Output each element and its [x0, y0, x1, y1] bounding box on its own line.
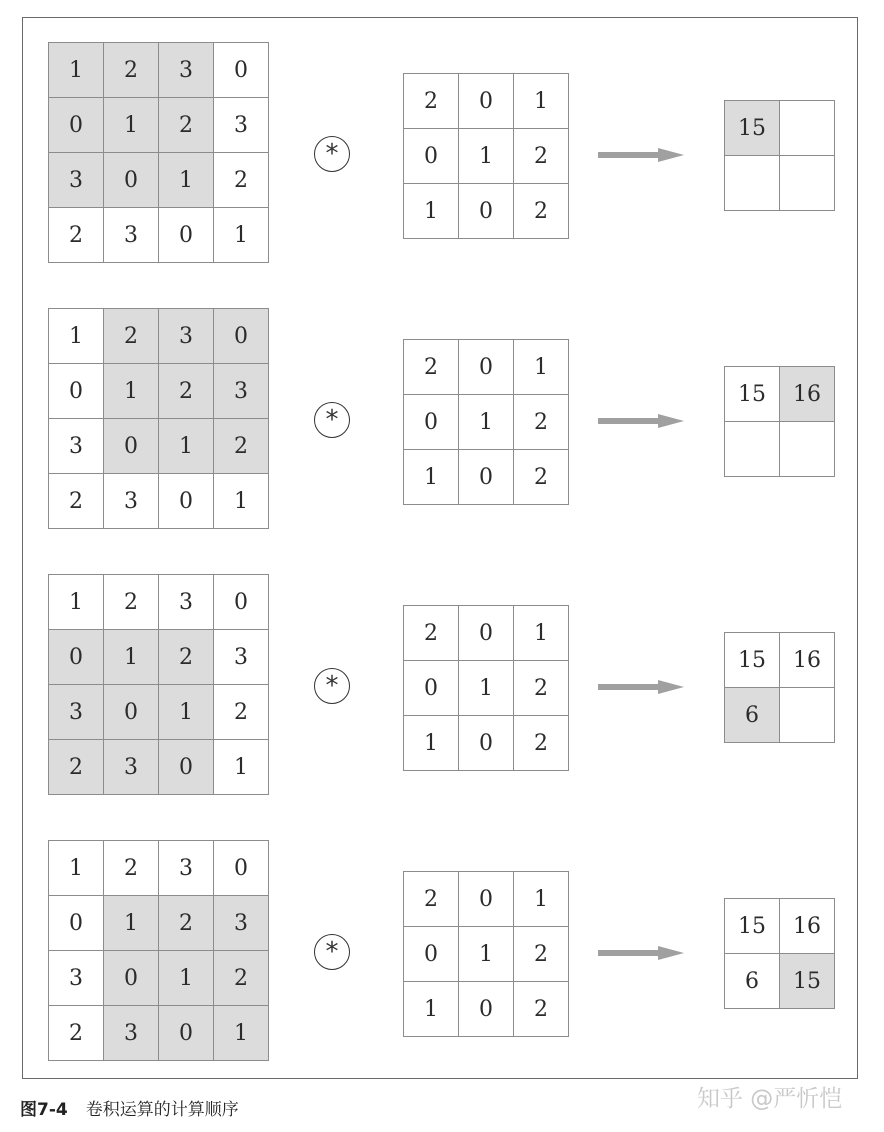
output-cell [780, 156, 835, 211]
input-cell: 2 [214, 153, 269, 208]
input-cell: 3 [49, 153, 104, 208]
output-cell: 15 [725, 633, 780, 688]
input-cell: 1 [49, 841, 104, 896]
output-cell: 6 [725, 688, 780, 743]
input-cell: 0 [49, 364, 104, 419]
kernel-cell: 0 [459, 872, 514, 927]
input-matrix-row [49, 575, 269, 630]
input-cell: 2 [214, 419, 269, 474]
input-matrix [48, 308, 269, 529]
input-cell: 0 [104, 951, 159, 1006]
kernel-matrix-row [404, 716, 569, 771]
right-arrow-icon [598, 679, 686, 695]
input-cell: 1 [104, 364, 159, 419]
kernel-matrix-row [404, 872, 569, 927]
output-cell [780, 101, 835, 156]
output-cell: 16 [780, 899, 835, 954]
input-cell: 1 [214, 1006, 269, 1061]
output-matrix-row [725, 954, 835, 1009]
input-matrix [48, 42, 269, 263]
output-cell: 15 [725, 367, 780, 422]
kernel-cell: 2 [514, 982, 569, 1037]
kernel-cell: 1 [514, 606, 569, 661]
input-cell: 0 [214, 309, 269, 364]
input-cell: 3 [214, 896, 269, 951]
kernel-cell: 0 [404, 395, 459, 450]
input-cell: 0 [159, 740, 214, 795]
input-cell: 0 [104, 419, 159, 474]
input-cell: 1 [159, 951, 214, 1006]
input-cell: 3 [104, 208, 159, 263]
input-cell: 0 [214, 841, 269, 896]
input-cell: 3 [49, 419, 104, 474]
right-arrow-icon [598, 147, 686, 163]
input-cell: 0 [49, 98, 104, 153]
kernel-cell: 0 [459, 716, 514, 771]
output-cell [780, 688, 835, 743]
input-cell: 2 [159, 630, 214, 685]
input-matrix-row [49, 474, 269, 529]
input-cell: 1 [104, 98, 159, 153]
input-cell: 2 [104, 43, 159, 98]
kernel-cell: 0 [404, 129, 459, 184]
right-arrow-icon [598, 945, 686, 961]
kernel-matrix-row [404, 129, 569, 184]
input-cell: 3 [214, 630, 269, 685]
convolution-operator-icon: * [314, 668, 350, 704]
output-matrix [724, 366, 835, 477]
output-matrix-row [725, 899, 835, 954]
output-matrix-row [725, 156, 835, 211]
kernel-matrix [403, 605, 569, 771]
input-cell: 1 [49, 43, 104, 98]
input-matrix-row [49, 630, 269, 685]
right-arrow-icon [598, 413, 686, 429]
input-cell: 3 [159, 309, 214, 364]
input-cell: 3 [104, 1006, 159, 1061]
kernel-cell: 0 [404, 927, 459, 982]
kernel-matrix-row [404, 340, 569, 395]
kernel-matrix-row [404, 927, 569, 982]
input-cell: 2 [159, 896, 214, 951]
input-cell: 1 [159, 419, 214, 474]
output-cell: 16 [780, 367, 835, 422]
input-cell: 3 [104, 740, 159, 795]
kernel-cell: 2 [404, 606, 459, 661]
input-cell: 3 [159, 43, 214, 98]
input-matrix-row [49, 1006, 269, 1061]
kernel-cell: 1 [514, 340, 569, 395]
kernel-matrix-row [404, 184, 569, 239]
input-matrix-row [49, 685, 269, 740]
input-cell: 2 [104, 575, 159, 630]
input-cell: 2 [49, 740, 104, 795]
output-cell [725, 422, 780, 477]
kernel-cell: 0 [459, 982, 514, 1037]
input-cell: 1 [49, 309, 104, 364]
kernel-matrix [403, 339, 569, 505]
kernel-cell: 0 [459, 450, 514, 505]
output-matrix-row [725, 101, 835, 156]
kernel-cell: 1 [404, 716, 459, 771]
kernel-cell: 0 [404, 661, 459, 716]
input-matrix-row [49, 208, 269, 263]
kernel-cell: 2 [514, 129, 569, 184]
input-cell: 2 [159, 98, 214, 153]
kernel-cell: 1 [459, 927, 514, 982]
kernel-cell: 1 [514, 872, 569, 927]
output-matrix-row [725, 422, 835, 477]
input-cell: 2 [49, 474, 104, 529]
input-cell: 0 [159, 474, 214, 529]
input-matrix-row [49, 309, 269, 364]
input-matrix-row [49, 98, 269, 153]
kernel-matrix [403, 73, 569, 239]
kernel-matrix-row [404, 661, 569, 716]
input-cell: 3 [49, 685, 104, 740]
input-cell: 3 [49, 951, 104, 1006]
input-cell: 3 [159, 841, 214, 896]
input-cell: 0 [159, 1006, 214, 1061]
caption-text: 卷积运算的计算顺序 [85, 1100, 239, 1120]
convolution-operator-icon: * [314, 402, 350, 438]
kernel-cell: 1 [404, 450, 459, 505]
input-matrix-row [49, 740, 269, 795]
input-matrix-row [49, 419, 269, 474]
input-cell: 1 [104, 630, 159, 685]
input-cell: 0 [104, 685, 159, 740]
kernel-cell: 2 [514, 716, 569, 771]
input-cell: 2 [49, 1006, 104, 1061]
output-cell: 15 [725, 899, 780, 954]
input-cell: 2 [104, 309, 159, 364]
kernel-matrix-row [404, 450, 569, 505]
input-cell: 1 [214, 740, 269, 795]
input-cell: 1 [214, 208, 269, 263]
caption-number: 图7-4 [20, 1100, 68, 1120]
kernel-cell: 2 [514, 395, 569, 450]
output-matrix [724, 898, 835, 1009]
watermark: 知乎 @严忻恺 [697, 1086, 843, 1112]
convolution-operator-icon: * [314, 136, 350, 172]
input-matrix-row [49, 841, 269, 896]
output-matrix-row [725, 633, 835, 688]
kernel-cell: 2 [404, 340, 459, 395]
output-cell: 15 [725, 101, 780, 156]
output-matrix-row [725, 688, 835, 743]
output-matrix [724, 100, 835, 211]
input-cell: 1 [49, 575, 104, 630]
kernel-matrix-row [404, 74, 569, 129]
input-cell: 1 [104, 896, 159, 951]
kernel-cell: 2 [514, 184, 569, 239]
input-cell: 0 [49, 896, 104, 951]
input-matrix-row [49, 364, 269, 419]
input-cell: 0 [104, 153, 159, 208]
kernel-cell: 2 [514, 927, 569, 982]
output-cell: 6 [725, 954, 780, 1009]
kernel-cell: 0 [459, 74, 514, 129]
kernel-cell: 0 [459, 340, 514, 395]
input-cell: 2 [104, 841, 159, 896]
input-matrix [48, 574, 269, 795]
output-cell [725, 156, 780, 211]
input-matrix-row [49, 951, 269, 1006]
input-cell: 3 [159, 575, 214, 630]
kernel-cell: 2 [404, 74, 459, 129]
kernel-matrix-row [404, 606, 569, 661]
input-cell: 0 [214, 575, 269, 630]
input-cell: 0 [159, 208, 214, 263]
kernel-cell: 0 [459, 184, 514, 239]
input-cell: 1 [159, 685, 214, 740]
kernel-cell: 1 [404, 982, 459, 1037]
output-matrix [724, 632, 835, 743]
input-cell: 2 [214, 685, 269, 740]
input-matrix [48, 840, 269, 1061]
output-matrix-row [725, 367, 835, 422]
input-cell: 3 [214, 98, 269, 153]
kernel-matrix-row [404, 982, 569, 1037]
kernel-cell: 1 [514, 74, 569, 129]
kernel-cell: 1 [459, 661, 514, 716]
input-cell: 1 [214, 474, 269, 529]
convolution-operator-icon: * [314, 934, 350, 970]
input-cell: 2 [49, 208, 104, 263]
input-cell: 2 [159, 364, 214, 419]
output-cell: 15 [780, 954, 835, 1009]
kernel-cell: 2 [404, 872, 459, 927]
input-matrix-row [49, 896, 269, 951]
kernel-cell: 1 [404, 184, 459, 239]
kernel-matrix-row [404, 395, 569, 450]
input-cell: 1 [159, 153, 214, 208]
figure-caption [20, 1095, 239, 1120]
input-cell: 3 [214, 364, 269, 419]
input-cell: 0 [49, 630, 104, 685]
output-cell [780, 422, 835, 477]
output-cell: 16 [780, 633, 835, 688]
input-cell: 0 [214, 43, 269, 98]
kernel-matrix [403, 871, 569, 1037]
input-matrix-row [49, 43, 269, 98]
input-cell: 2 [214, 951, 269, 1006]
kernel-cell: 2 [514, 661, 569, 716]
kernel-cell: 2 [514, 450, 569, 505]
input-matrix-row [49, 153, 269, 208]
kernel-cell: 1 [459, 129, 514, 184]
kernel-cell: 0 [459, 606, 514, 661]
input-cell: 3 [104, 474, 159, 529]
kernel-cell: 1 [459, 395, 514, 450]
